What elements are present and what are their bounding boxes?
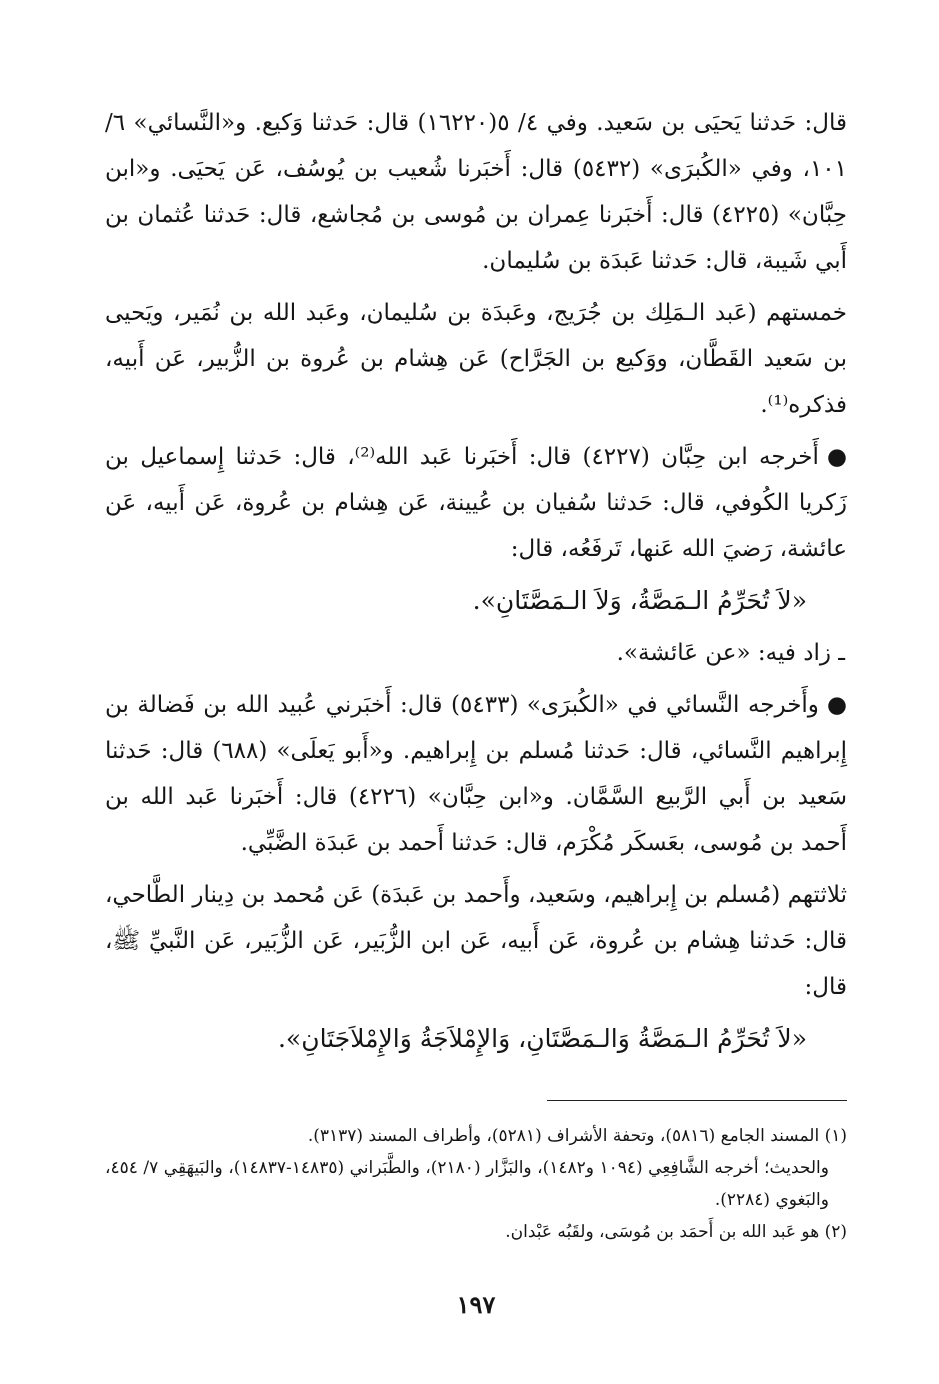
paragraph-2: خمستهم (عَبد الـمَلِك بن جُرَيج، وعَبدَة بن سُليمان، وعَبد الله بن نُمَير، ويَحيى بن سَعيد القَطَّان، ووَكيع بن الجَرَّاح) عَن هِشام بن عُروة بن الزُّبير، عَن أَبيه، فذكره⁽¹⁾.	[105, 300, 847, 418]
page-number: ١٩٧	[456, 1290, 496, 1319]
paragraph-4-text: وأَخرجه النَّسائي في «الكُبرَى» (٥٤٣٣) قال: أَخبَرني عُبيد الله بن فَضالة بن إِبراهيم النَّسائي، قال: حَدثنا مُسلم بن إِبراهيم. و«أَبو يَعلَى» (٦٨٨) قال: حَدثنا سَعيد بن أَبي الرَّبيع السَّمَّان. و«ابن حِبَّان» (٤٢٢٦) قال: أَخبَرنا عَبد الله بن أَحمد بن مُوسى، بعَسكَر مُكْرَم، قال: حَدثنا أَحمد بن عَبدَة الضَّبِّي.	[105, 692, 848, 856]
hadith-quote-2: «لاَ تُحَرِّمُ الـمَصَّةُ وَالـمَصَّتَانِ، وَالإِمْلاَجَةُ وَالإِمْلاَجَتَانِ».	[277, 1024, 807, 1053]
bullet-icon: ●	[826, 444, 847, 470]
footnote-1: (١) المسند الجامع (٥٨١٦)، وتحفة الأشراف (٥٢٨١)، وأطراف المسند (٣١٣٧).	[307, 1126, 847, 1146]
paragraph-5: ثلاثتهم (مُسلم بن إِبراهيم، وسَعيد، وأَحمد بن عَبدَة) عَن مُحمد بن دِينار الطَّاحي، قال: حَدثنا هِشام بن عُروة، عَن أَبيه، عَن ابن الزُّبَير، عَن الزُّبَير، عَن النَّبيِّ ﷺ، قال:	[105, 882, 847, 1000]
hadith-quote-1: «لاَ تُحَرِّمُ الـمَصَّةُ، وَلاَ الـمَصَّتَانِ».	[472, 586, 807, 615]
footnote-2: (٢) هو عَبد الله بن أَحمَد بن مُوسَى، ولقَبُه عَبْدان.	[505, 1222, 847, 1242]
book-page	[105, 100, 847, 1384]
paragraph-1: قال: حَدثنا يَحيَى بن سَعيد. وفي ٤/ ٥(١٦٢٢٠) قال: حَدثنا وَكيع. و«النَّسائي» ٦/ ١٠١، وفي «الكُبرَى» (٥٤٣٢) قال: أَخبَرنا شُعيب بن يُوسُف، عَن يَحيَى. و«ابن حِبَّان» (٤٢٢٥) قال: أَخبَرنا عِمران بن مُوسى بن مُجاشع، قال: حَدثنا عُثمان بن أَبي شَيبة، قال: حَدثنا عَبدَة بن سُليمان.	[105, 110, 848, 274]
addendum-note: ـ زاد فيه: «عن عَائشة».	[616, 640, 845, 666]
footnote-separator	[547, 1100, 847, 1101]
bullet-icon: ●	[826, 692, 847, 718]
paragraph-3-text: أَخرجه ابن حِبَّان (٤٢٢٧) قال: أَخبَرنا عَبد الله⁽²⁾، قال: حَدثنا إِسماعيل بن زَكريا الكُوفي، قال: حَدثنا سُفيان بن عُيينة، عَن هِشام بن عُروة، عَن أَبيه، عَن عائشة، رَضيَ الله عَنها، تَرفَعُه، قال:	[105, 444, 847, 562]
paragraph-3	[105, 434, 847, 572]
footnotes	[105, 1120, 847, 1248]
main-text	[105, 100, 847, 1062]
paragraph-4	[105, 682, 847, 866]
footnote-1-continuation: والحديث؛ أخرجه الشَّافِعِي (١٠٩٤ و١٤٨٢)، والبَزَّار (٢١٨٠)، والطَّبَراني (١٤٨٣٥-١٤٨٣٧)، والبَيهَقِي ٧/ ٤٥٤، والبَغوي (٢٢٨٤).	[105, 1158, 829, 1210]
